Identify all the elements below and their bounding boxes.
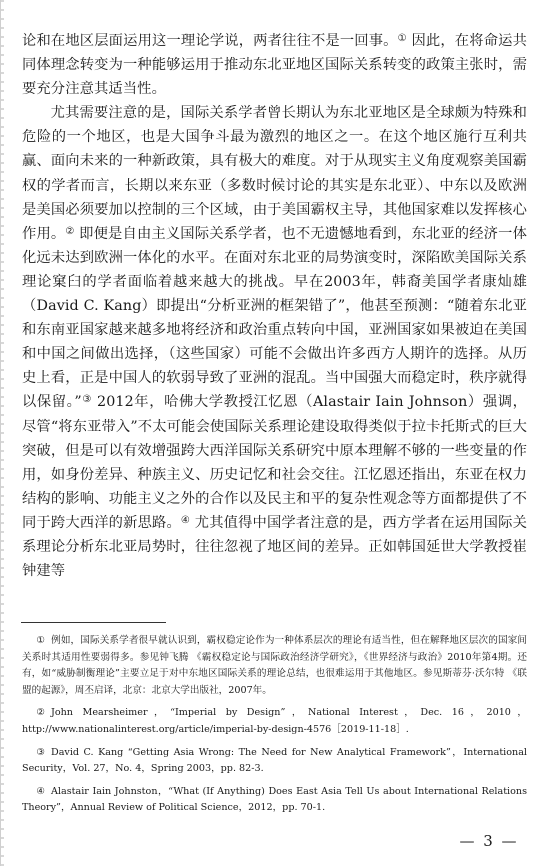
paragraph-text: 因此，在将命运共同体理念转变为一种能够运用于推动东北亚地区国际关系转变的政策主张时，需要充分注意其适当性。 xyxy=(22,33,527,98)
paragraph-text: 论和在地区层面运用这一理论学说，两者往往不是一回事。 xyxy=(22,33,398,49)
footnotes xyxy=(22,633,527,823)
paragraph-text: 2012年，哈佛大学教授江忆恩（Alastair Iain Johnson）强调，尽管“将东亚带入”不太可能会使国际关系理论建设取得类似于拉卡托斯式的巨大突破，但是可以有效增强跨大西洋国际关系研究中原本理解不够的一些变量的作用，如身份差异、种族主义、历史记忆和社会交往。江忆恩还指出，东亚在权力结构的影响、功能主义之外的合作以及民主和平的复杂性观念等方面都提供了不同于跨大西洋的新思路。 xyxy=(22,394,527,531)
footnote-divider xyxy=(21,622,166,623)
paragraph-text: 即便是自由主义国际关系学者，也不无遗憾地看到，东北亚的经济一体化远未达到欧洲一体化的水平。在面对东北亚的局势演变时，深陷欧美国际关系理论窠臼的学者面临着越来越大的挑战。早在2003年，韩裔美国学者康灿雄（David C. Kang）即提出“分析亚洲的框架错了”，他甚至预测：“随着东北亚和东南亚国家越来越多地将经济和政治重点转向中国，亚洲国家如果被迫在美国和中国之间做出选择，（这些国家）可能不会做出许多西方人期许的选择。从历史上看，正是中国人的软弱导致了亚洲的混乱。当中国强大而稳定时，秩序就得以保留。” xyxy=(22,225,527,411)
body-text xyxy=(22,29,527,583)
footnote-number: ③ xyxy=(36,746,45,758)
paragraph-text: 尤其需要注意的是，国际关系学者曾长期认为东北亚地区是全球颇为特殊和危险的一个地区，也是大国争斗最为激烈的地区之一。在这个地区施行互利共赢、面向未来的一种新政策，具有极大的难度。对于从现实主义角度观察美国霸权的学者而言，长期以来东亚（多数时候讨论的其实是东北亚）、中东以及欧洲是美国必须要加以控制的三个区域，由于美国霸权主导，其他国家难以发挥核心作用。 xyxy=(22,105,527,242)
footnote xyxy=(22,784,527,817)
footnote xyxy=(22,633,527,699)
paragraph-main xyxy=(22,101,527,583)
page-number: — 3 — xyxy=(459,832,519,850)
paragraph-continuation xyxy=(22,29,527,101)
footnote-number: ② xyxy=(36,707,45,719)
binding-edge xyxy=(1,0,4,866)
footnote xyxy=(22,745,527,778)
footnote-text: 例如，国际关系学者很早就认识到，霸权稳定论作为一种体系层次的理论有适当性，但在解释地区层次的国家间关系时其适用性要弱得多。参见钟飞腾 《霸权稳定论与国际政治经济学研究》，《世界经济与政治》2010年第4期。还有，如“威胁制衡理论”主要立足于对中东地区国际关系的理论总结，也很难运用于其他地区。参见斯蒂芬·沃尔特 《联盟的起源》，周丕启译，北京：北京大学出版社，2007年。 xyxy=(22,635,527,696)
footnote-text: John Mearsheimer，“Imperial by Design”，National Interest，Dec. 16，2010，http://www.nationalinterest.org/article/imperial-by-design-4576［2019-11-18］. xyxy=(22,707,527,735)
footnote-marker[interactable]: ② xyxy=(65,225,75,237)
footnote-marker[interactable]: ③ xyxy=(81,394,92,406)
paragraph-text: 尤其值得中国学者注意的是，西方学者在运用国际关系理论分析东北亚局势时，往往忽视了地区间的差异。正如韩国延世大学教授崔钟建等 xyxy=(22,514,527,580)
footnote-number: ① xyxy=(36,635,45,646)
footnote-number: ④ xyxy=(36,785,45,797)
footnote-marker[interactable]: ① xyxy=(397,33,407,44)
footnote-marker[interactable]: ④ xyxy=(180,514,191,526)
footnote xyxy=(22,705,527,738)
footnote-text: Alastair Iain Johnston，“What (If Anything) Does East Asia Tell Us about International Relations Theory”，Annual Review of Political Science，2012，pp. 70-1. xyxy=(22,785,527,814)
footnote-text: David C. Kang “Getting Asia Wrong: The Need for New Analytical Framework”，International Security，Vol. 27，No. 4，Spring 2003，pp. 82-3. xyxy=(22,746,527,775)
